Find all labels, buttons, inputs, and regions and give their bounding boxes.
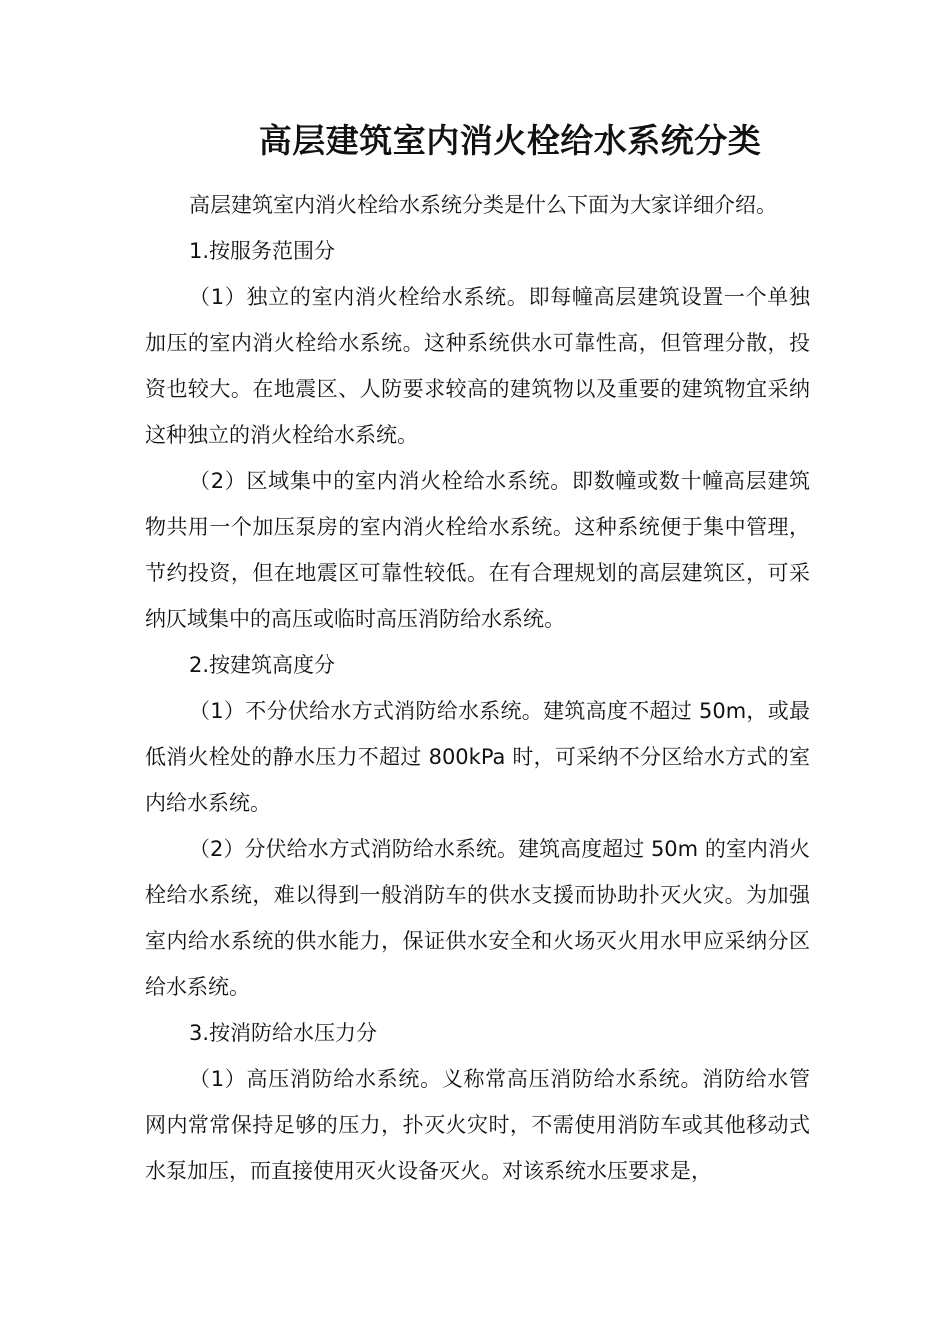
paragraph-2-1: （1）不分伏给水方式消防给水系统。建筑高度不超过 50m，或最低消火栓处的静水压力不超过 800kPa 时，可采纳不分区给水方式的室内给水系统。: [145, 699, 810, 815]
document-body: [145, 182, 810, 1194]
paragraph-3-1: （1）高压消防给水系统。义称常高压消防给水系统。消防给水管网内常常保持足够的压力，扑灭火灾时，不需使用消防车或其他移动式水泵加压，而直接使用灭火设备灭火。对该系统水压要求是，: [145, 1067, 810, 1183]
section-heading-1: 1.按服务范围分: [189, 239, 336, 263]
paragraph-2-2: （2）分伏给水方式消防给水系统。建筑高度超过 50m 的室内消火栓给水系统，难以得到一般消防车的供水支援而协助扑灭火灾。为加强室内给水系统的供水能力，保证供水安全和火场灭火用水甲应采纳分区给水系统。: [145, 837, 810, 999]
intro-paragraph: 高层建筑室内消火栓给水系统分类是什么下面为大家详细介绍。: [189, 193, 777, 217]
paragraph-1-1: （1）独立的室内消火栓给水系统。即每幢高层建筑设置一个单独加压的室内消火栓给水系统。这种系统供水可靠性高，但管理分散，投资也较大。在地震区、人防要求较高的建筑物以及重要的建筑物宜采纳这种独立的消火栓给水系统。: [145, 285, 810, 447]
section-heading-3: 3.按消防给水压力分: [189, 1021, 378, 1045]
paragraph-1-2: （2）区域集中的室内消火栓给水系统。即数幢或数十幢高层建筑物共用一个加压泵房的室内消火栓给水系统。这种系统便于集中管理，节约投资，但在地震区可靠性较低。在有合理规划的高层建筑区，可采纳仄域集中的高压或临时高压消防给水系统。: [145, 469, 810, 631]
page-title: 高层建筑室内消火栓给水系统分类: [258, 121, 762, 160]
section-heading-2: 2.按建筑高度分: [189, 653, 336, 677]
